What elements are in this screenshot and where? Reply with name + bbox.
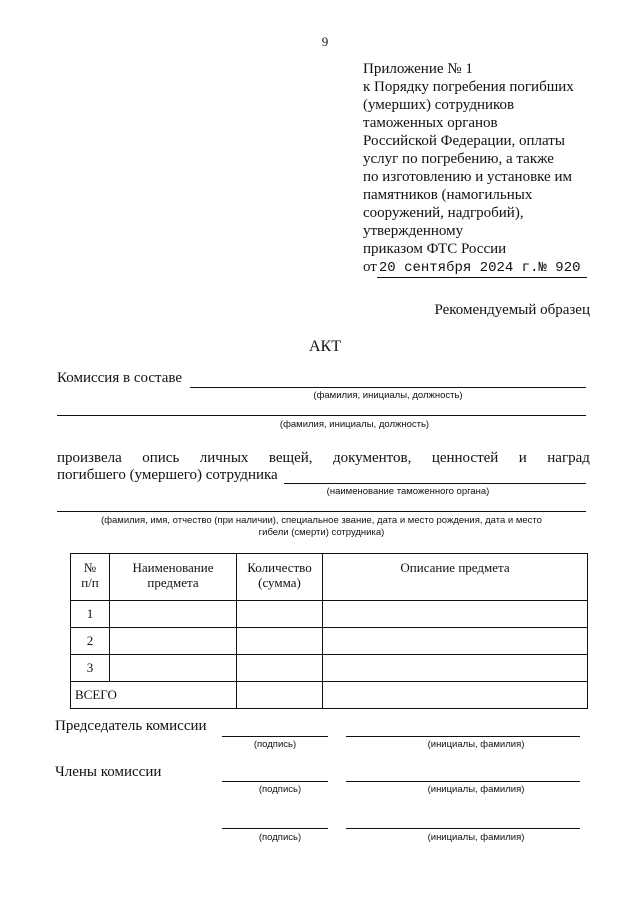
customs-body-line	[284, 483, 586, 484]
table-header-row	[71, 554, 588, 601]
signature-caption: (подпись)	[258, 832, 302, 843]
appendix-line: Российской Федерации, оплаты	[363, 133, 565, 149]
member-name-line-1	[346, 781, 580, 782]
appendix-line: приказом ФТС России	[363, 241, 507, 257]
recommended-sample-label: Рекомендуемый образец	[434, 302, 590, 318]
appendix-line: (умерших) сотрудников	[363, 97, 515, 113]
person-caption-1: (фамилия, имя, отчество (при наличии), специальное звание, дата и место рождения, дата и место	[101, 515, 542, 526]
commission-member-line-1	[190, 387, 586, 388]
appendix-line: таможенных органов	[363, 115, 498, 131]
deceased-label: погибшего (умершего) сотрудника	[57, 467, 278, 483]
order-prefix: от	[363, 259, 377, 275]
total-description-cell[interactable]	[323, 682, 588, 709]
order-date: 20 сентября 2024 г.№ 920	[377, 260, 587, 278]
signature-caption: (подпись)	[258, 784, 302, 795]
column-header-quantity	[237, 554, 323, 601]
inventory-word: наград	[547, 450, 590, 466]
inventory-text	[57, 450, 590, 467]
table-total-row	[71, 682, 588, 709]
inventory-word: личных	[199, 450, 249, 466]
commission-label: Комиссия в составе	[57, 370, 183, 386]
page-number: 9	[321, 34, 329, 49]
inventory-table	[70, 553, 588, 709]
description-cell[interactable]	[323, 655, 588, 682]
members-label: Члены комиссии	[55, 764, 162, 780]
inventory-word: документов,	[332, 450, 412, 466]
member-signature-line-2	[222, 828, 328, 829]
commission-member-line-2	[57, 415, 586, 416]
header-label: № п/п	[81, 560, 99, 590]
header-label: Наименование предмета	[132, 560, 214, 590]
inventory-word: произвела	[57, 450, 122, 466]
quantity-cell[interactable]	[237, 655, 323, 682]
member-signature-line-1	[222, 781, 328, 782]
chairman-signature-line	[222, 736, 328, 737]
appendix-line: к Порядку погребения погибших	[363, 79, 574, 95]
chairman-name-line	[346, 736, 580, 737]
description-cell[interactable]	[323, 601, 588, 628]
appendix-line: памятников (намогильных	[363, 187, 533, 203]
person-caption-2: гибели (смерти) сотрудника)	[258, 527, 385, 538]
column-header-number	[71, 554, 110, 601]
appendix-line: по изготовлению и установке им	[363, 169, 572, 185]
person-details-line	[57, 511, 586, 512]
commission-caption-2: (фамилия, инициалы, должность)	[279, 419, 430, 430]
appendix-line: утвержденному	[363, 223, 464, 239]
item-name-cell[interactable]	[110, 655, 237, 682]
document-title: АКТ	[309, 338, 341, 355]
inventory-word: вещей,	[268, 450, 313, 466]
customs-caption: (наименование таможенного органа)	[326, 486, 490, 497]
name-caption: (инициалы, фамилия)	[427, 739, 525, 750]
row-number: 3	[71, 655, 110, 682]
appendix-line: Приложение № 1	[363, 61, 473, 77]
header-label: Количество (сумма)	[247, 560, 312, 590]
commission-caption-1: (фамилия, инициалы, должность)	[313, 390, 463, 401]
item-name-cell[interactable]	[110, 628, 237, 655]
quantity-cell[interactable]	[237, 628, 323, 655]
total-label: ВСЕГО	[71, 682, 237, 709]
name-caption: (инициалы, фамилия)	[427, 832, 525, 843]
description-cell[interactable]	[323, 628, 588, 655]
column-header-item-name	[110, 554, 237, 601]
inventory-word: и	[518, 450, 527, 466]
member-name-line-2	[346, 828, 580, 829]
header-label: Описание предмета	[400, 560, 510, 575]
signature-caption: (подпись)	[253, 739, 297, 750]
name-caption: (инициалы, фамилия)	[427, 784, 525, 795]
appendix-header	[363, 60, 593, 278]
chairman-label: Председатель комиссии	[55, 718, 207, 734]
inventory-word: опись	[142, 450, 180, 466]
appendix-line: услуг по погребению, а также	[363, 151, 554, 167]
appendix-line: сооружений, надгробий),	[363, 205, 524, 221]
table-row	[71, 628, 588, 655]
order-line	[363, 258, 593, 278]
row-number: 1	[71, 601, 110, 628]
item-name-cell[interactable]	[110, 601, 237, 628]
total-quantity-cell[interactable]	[237, 682, 323, 709]
quantity-cell[interactable]	[237, 601, 323, 628]
table-row	[71, 655, 588, 682]
table-row	[71, 601, 588, 628]
column-header-description	[323, 554, 588, 601]
inventory-word: ценностей	[431, 450, 499, 466]
row-number: 2	[71, 628, 110, 655]
